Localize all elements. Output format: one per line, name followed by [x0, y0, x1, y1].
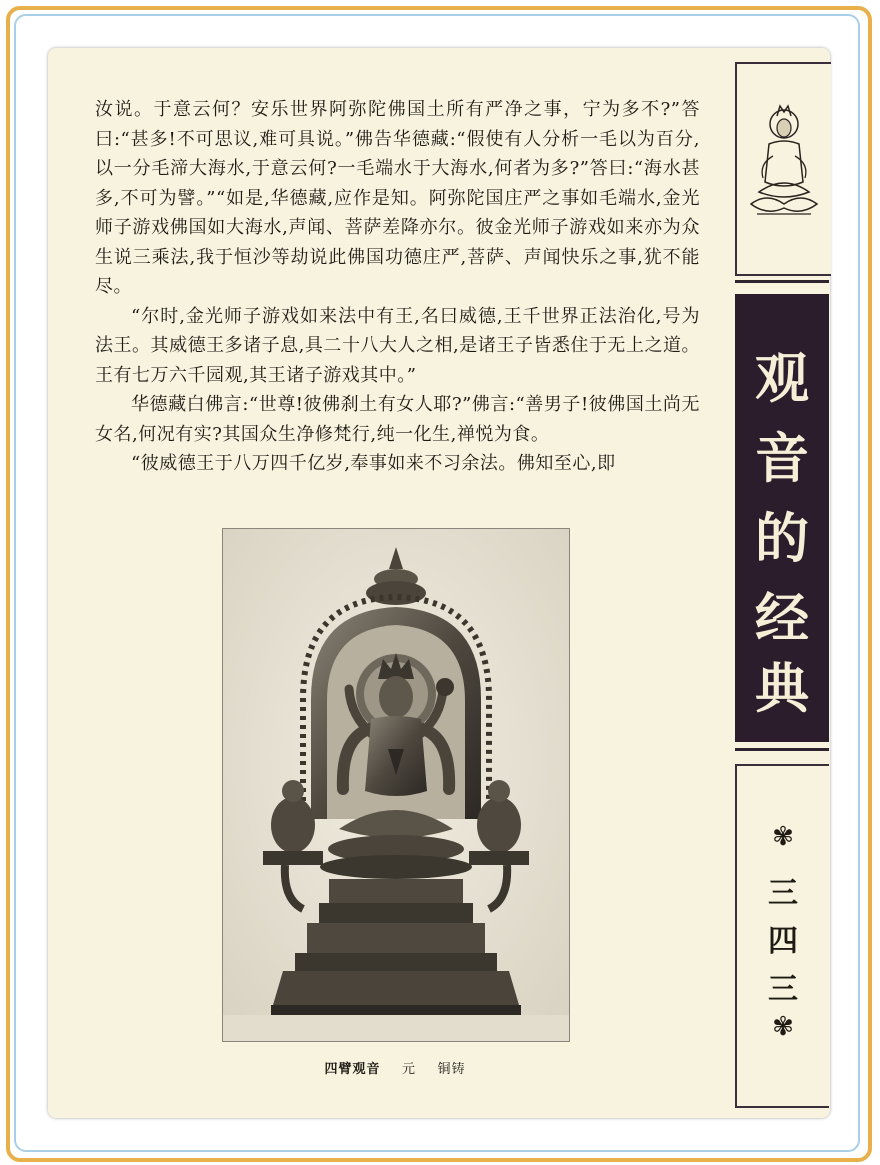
title-char-1: 观 [755, 346, 809, 410]
title-char-4: 经 [755, 586, 809, 650]
sidebar-title-panel [735, 294, 829, 742]
paragraph-4: “彼威德王于八万四千亿岁,奉事如来不习余法。佛知至心,即 [131, 453, 616, 474]
title-char-2: 音 [755, 426, 809, 490]
paragraph-1: 汝说。于意云何？安乐世界阿弥陀佛国土所有严净之事，宁为多不?”答曰:“甚多!不可思议,难可具说。”佛告华德藏:“假使有人分析一毛以为百分,以一分毛渧大海水,于意云何?一毛端水于大海水,何者为多?”答曰:“海水甚多,不可为譬。”“如是,华德藏,应作是知。阿弥陀国庄严之事如毛端水,金光师子游戏佛国如大海水,声闻、菩萨差降亦尔。彼金光师子游戏如来亦为众生说三乘法,我于恒沙等劫说此佛国功德庄严,菩萨、声闻快乐之事,犹不能尽。 [95, 99, 700, 297]
paragraph-3: 华德藏白佛言:“世尊!彼佛刹土有女人耶?”佛言:“善男子!彼佛国土尚无女名,何况有实?其国众生净修梵行,纯一化生,禅悦为食。 [95, 394, 700, 445]
caption-dynasty: 元 [401, 1062, 416, 1077]
sidebar-icon-panel [735, 62, 831, 276]
body-text [95, 95, 700, 479]
page-number-char-1: 三 [768, 876, 798, 911]
sidebar-divider-2 [735, 748, 829, 751]
title-char-5: 典 [755, 656, 809, 720]
sidebar-page-number-panel [735, 764, 829, 1108]
statue-photo [222, 528, 570, 1042]
caption-material: 铜铸 [437, 1062, 466, 1077]
guanyin-figure-icon [737, 64, 831, 274]
title-char-3: 的 [755, 506, 809, 570]
paragraph-2: “尔时,金光师子游戏如来法中有王,名曰威德,王千世界正法治化,号为法王。其威德王多诸子息,具二十八大人之相,是诸王子皆悉住于无上之道。王有七万六千园观,其王诸子游戏其中。” [95, 305, 700, 386]
page-number-char-3: 三 [768, 972, 798, 1007]
flower-icon: ✾ [772, 1012, 794, 1042]
sidebar-divider [735, 280, 829, 283]
four-armed-guanyin-statue-image [223, 529, 569, 1041]
page-number-char-2: 四 [768, 924, 798, 959]
figure-caption [222, 1058, 568, 1077]
flower-icon: ✾ [772, 822, 794, 852]
caption-title: 四臂观音 [324, 1062, 381, 1077]
